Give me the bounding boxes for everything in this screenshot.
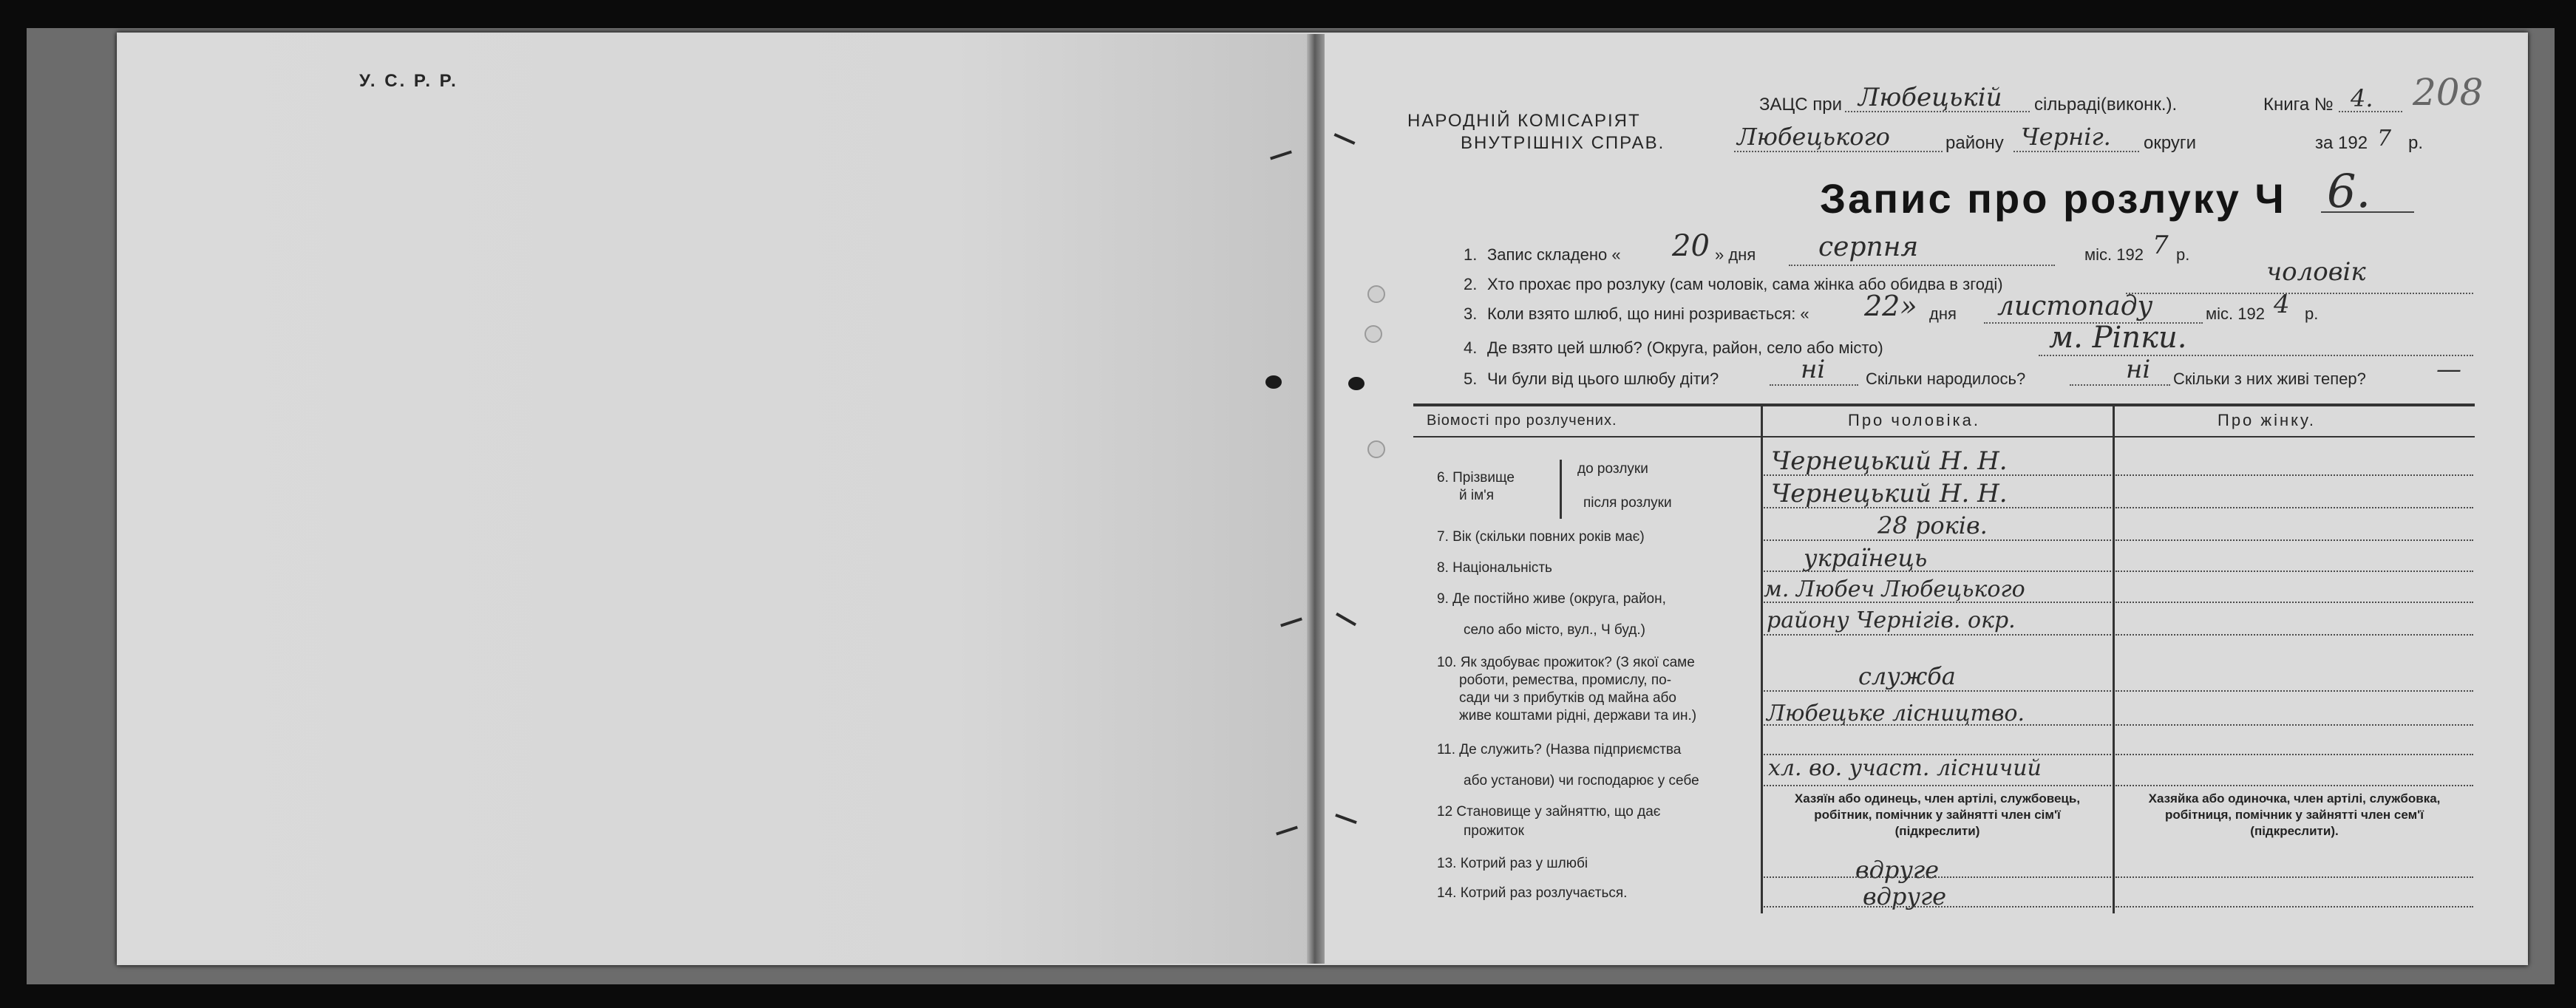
okrug-value: Черніг. [2021,123,2111,151]
row-surname-label-2: й ім'я [1459,488,1495,503]
q1-day: 20 [1672,229,1710,263]
row-surname-label: 6. Прізвище [1437,470,1515,486]
fill-line [2013,151,2139,152]
q4-answer: м. Ріпки. [2049,321,2187,355]
q1-year-digit: 7 [2152,231,2169,260]
row-line [2115,634,2473,636]
husband-option-line-2: робітник, помічник у зайнятті член сім'ї [1814,808,2061,822]
row-line [2115,571,2473,572]
fill-line [1845,111,2030,112]
q3-day: 22» [1864,290,1917,322]
row-livelihood-label-4: живе коштами рідні, держави та ин.) [1459,708,1697,723]
q3-text: Коли взято шлюб, що нині розривається: « [1487,304,1809,323]
row-age-label: 7. Вік (скільки повних років має) [1437,529,1645,545]
wife-occupation-options [2117,791,2472,840]
husband-workplace: хл. во. участ. лісничий [1768,755,2042,781]
row-line [2115,507,2473,508]
q3-month: листопаду [1997,291,2153,321]
fill-line [2339,111,2402,112]
district-label: району [1945,133,2004,153]
year-prefix: за 192 [2315,133,2368,153]
q3-end: р. [2305,304,2319,323]
fill-line [2070,384,2170,386]
record-number: 6. [2327,164,2371,218]
husband-divorce-count: вдруге [1863,882,1947,910]
row-line [2115,474,2473,476]
q5-children-answer: ні [1801,355,1826,384]
husband-nationality: українець [1804,544,1928,572]
wife-option-line-1: Хазяйка або одиночка, член артілі, службовка, [2148,791,2441,806]
table-column-divider [2113,403,2115,913]
row-line [1764,906,2111,907]
husband-livelihood-2: Любецьке лісництво. [1767,701,2025,726]
row-line [1764,634,2111,636]
col-header-subject: Віомості про розлучених. [1427,412,1617,429]
fill-line [1734,151,1943,152]
record-title: Запис про розлуку Ч [1820,175,2286,222]
q2-answer: чоловік [2266,257,2366,287]
binding-ring-mark [1367,285,1385,303]
book-value: 4. [2351,84,2373,112]
row-line [2115,602,2473,603]
fill-line [2321,211,2414,213]
col-header-husband: Про чоловіка. [1848,411,1980,429]
husband-surname-before: Чернецький Н. Н. [1771,446,2008,476]
q3-mid: дня [1929,304,1957,323]
binding-hole [1265,375,1282,389]
row-surname-after: після розлуки [1583,495,1672,511]
republic-header: У. С. Р. Р. [359,71,458,91]
row-line [1764,724,2111,726]
row-livelihood-label: 10. Як здобуває прожиток? (З якої саме [1437,655,1695,670]
q1-month: серпня [1818,232,1919,262]
husband-residence: м. Любеч Любецького [1764,576,2025,602]
husband-age: 28 років. [1877,511,1988,539]
zags-value: Любецькій [1858,83,2002,112]
row-line [2115,876,2473,878]
q4-text: Де взято цей шлюб? (Округа, район, село або місто) [1487,338,1883,357]
table-top-rule [1413,403,2475,406]
row-workplace-label: 11. Де служить? (Назва підприємства [1437,742,1682,757]
row-line [1764,507,2111,508]
husband-occupation-options [1765,791,2110,840]
row-occupation-label-2: прожиток [1464,823,1524,839]
q5-after: Скільки з них живі тепер? [2173,370,2366,388]
row-line [2115,906,2473,907]
row-line [1764,474,2111,476]
row-surname-before: до розлуки [1577,461,1648,477]
fill-line [1789,265,2055,266]
year-digit: 7 [2377,126,2392,151]
husband-marriage-count: вдруге [1855,856,1940,884]
row-divorce-count-label: 14. Котрий раз розлучається. [1437,885,1628,901]
q2-number: 2. [1464,275,1478,293]
q3-year-digit: 4 [2274,290,2290,319]
okrug-label: округи [2144,133,2197,153]
archive-number: 208 [2413,71,2484,114]
table-column-divider [1761,403,1763,913]
row-nationality-label: 8. Національність [1437,560,1552,576]
husband-livelihood: служба [1858,662,1956,690]
zags-prefix: ЗАЦС при [1759,95,1843,115]
row-line [1764,754,2111,755]
row-residence-label-2: село або місто, вул., Ч буд.) [1464,622,1645,638]
row-line [2115,690,2473,692]
wife-option-line-2: робітниця, помічник у зайнятті член сем'ї [2165,808,2424,822]
row-line [2115,785,2473,786]
q3-after: міс. 192 [2206,304,2265,323]
row-marriage-count-label: 13. Котрий раз у шлюбі [1437,856,1588,871]
row-line [1764,571,2111,572]
q1-after: міс. 192 [2084,245,2144,264]
q5-number: 5. [1464,370,1478,388]
husband-option-line-3: (підкреслити) [1894,824,1980,838]
husband-surname-after: Чернецький Н. Н. [1771,479,2008,508]
q3-number: 3. [1464,304,1478,323]
fill-line [2126,293,2473,294]
q5-text: Чи були від цього шлюбу діти? [1487,370,1719,388]
row-line [1764,876,2111,878]
table-header-rule [1413,436,2475,437]
left-page-blank [118,34,1316,964]
row-line [1764,539,2111,541]
q5-alive-answer: — [2436,355,2461,384]
row-occupation-label: 12 Становище у зайняттю, що дає [1437,804,1661,820]
row-line [2115,724,2473,726]
ministry-line-1: НАРОДНІЙ КОМІСАРІЯТ [1407,111,1641,131]
row-line [1764,690,2111,692]
book-gutter [1307,34,1325,964]
q5-mid: Скільки народилось? [1866,370,2026,388]
q1-mid: » дня [1715,245,1756,264]
binding-hole [1348,377,1365,390]
row-livelihood-label-2: роботи, ремества, промислу, по- [1459,672,1672,688]
q1-end: р. [2176,245,2190,264]
row-workplace-label-2: або установи) чи господарює у себе [1464,773,1699,789]
row-livelihood-label-3: сади чи з прибутків од майна або [1459,690,1676,706]
wife-option-line-3: (підкреслити). [2250,824,2339,838]
fill-line [2039,355,2473,356]
row-line [1764,785,2111,786]
q2-text: Хто прохає про розлуку (сам чоловік, сама жінка або обидва в згоді) [1487,275,2003,293]
binding-ring-mark [1367,440,1385,458]
row-line [2115,754,2473,755]
q1-number: 1. [1464,245,1478,264]
fill-line [1770,384,1858,386]
q4-number: 4. [1464,338,1478,357]
zags-suffix: сільраді(виконк.). [2034,95,2178,115]
row-line [1764,602,2111,603]
col-header-wife: Про жінку. [2218,411,2316,429]
book-label: Книга № [2263,95,2334,115]
husband-residence-2: району Чернігів. окр. [1767,607,2016,633]
district-value: Любецького [1737,123,1890,151]
row-residence-label: 9. Де постійно живе (округа, район, [1437,591,1666,607]
husband-option-line-1: Хазяїн або одинець, член артілі, службовець, [1794,791,2081,806]
year-suffix: р. [2408,133,2424,153]
binding-ring-mark [1365,325,1382,343]
row-line [2115,539,2473,541]
q5-born-answer: ні [2126,355,2151,384]
ministry-line-2: ВНУТРІШНІХ СПРАВ. [1461,133,1665,153]
bracket-line [1560,460,1562,519]
q1-text: Запис складено « [1487,245,1621,264]
